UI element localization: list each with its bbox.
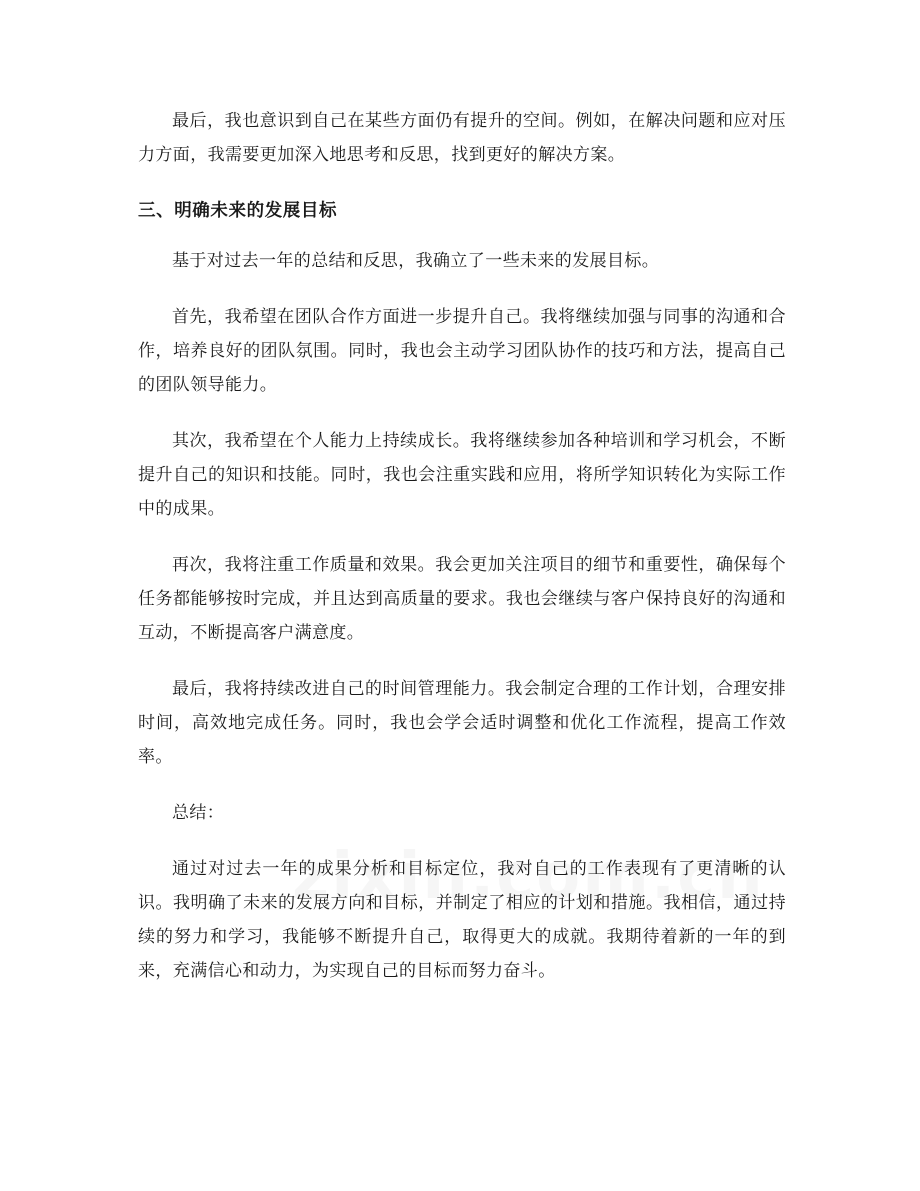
paragraph-teamwork: 首先，我希望在团队合作方面进一步提升自己。我将继续加强与同事的沟通和合作，培养良好的团队氛围。同时，我也会主动学习团队协作的技巧和方法，提高自己的团队领导能力。 [138,307,786,395]
paragraph-goals-intro: 基于对过去一年的总结和反思，我确立了一些未来的发展目标。 [172,251,660,271]
paragraph-personal-growth: 其次，我希望在个人能力上持续成长。我将继续参加各种培训和学习机会，不断提升自己的知识和技能。同时，我也会注重实践和应用，将所学知识转化为实际工作中的成果。 [138,431,786,519]
paragraph-summary: 通过对过去一年的成果分析和目标定位，我对自己的工作表现有了更清晰的认识。我明确了未来的发展方向和目标，并制定了相应的计划和措施。我相信，通过持续的努力和学习，我能够不断提升自己，取得更大的成就。我期待着新的一年的到来，充满信心和动力，为实现自己的目标而努力奋斗。 [138,859,786,981]
section-heading: 三、明确未来的发展目标 [138,201,338,221]
paragraph-time-management: 最后，我将持续改进自己的时间管理能力。我会制定合理的工作计划，合理安排时间，高效地完成任务。同时，我也会学会适时调整和优化工作流程，提高工作效率。 [138,679,786,767]
document-page [138,104,786,1010]
paragraph-intro: 最后，我也意识到自己在某些方面仍有提升的空间。例如，在解决问题和应对压力方面，我需要更加深入地思考和反思，找到更好的解决方案。 [138,111,786,165]
paragraph-work-quality: 再次，我将注重工作质量和效果。我会更加关注项目的细节和重要性，确保每个任务都能够按时完成，并且达到高质量的要求。我也会继续与客户保持良好的沟通和互动，不断提高客户满意度。 [138,555,786,643]
summary-label: 总结： [172,803,225,823]
